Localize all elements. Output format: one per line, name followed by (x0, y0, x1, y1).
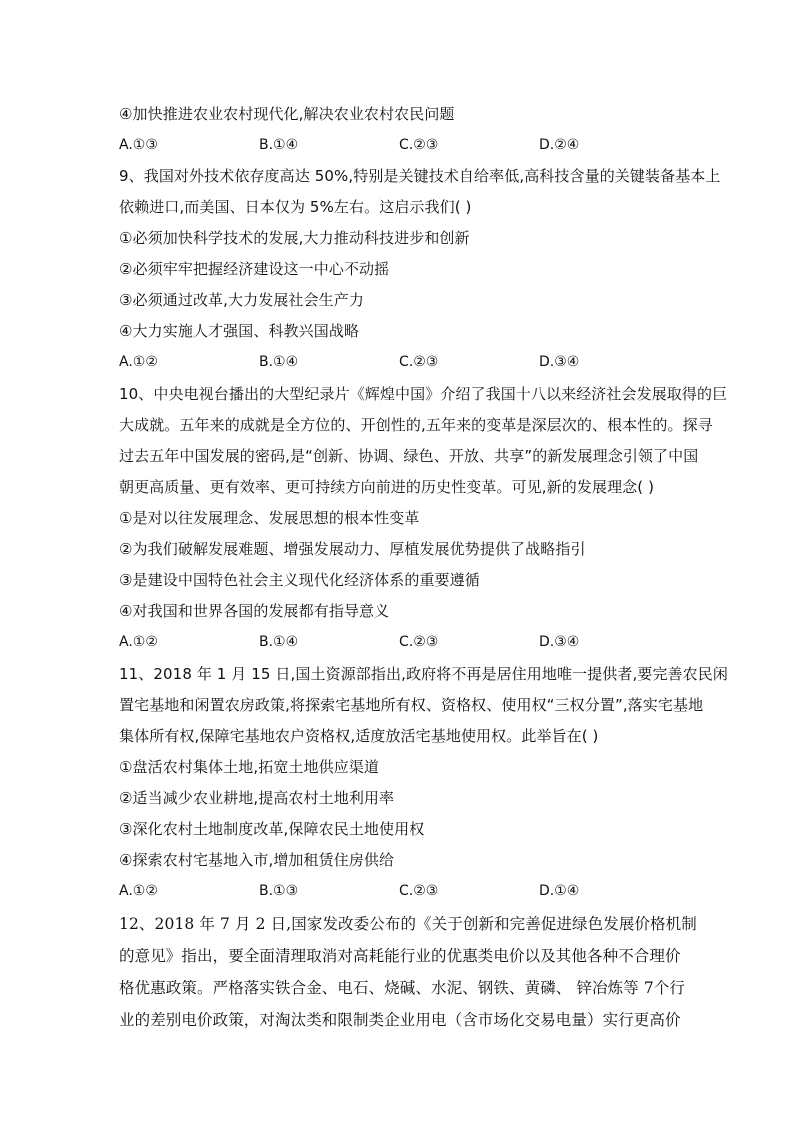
q10-item-1: ①是对以往发展理念、发展思想的根本性变革 (119, 509, 420, 527)
q8-options (119, 135, 679, 155)
q11-item-1: ①盘活农村集体土地,拓宽土地供应渠道 (119, 758, 380, 776)
q10-option-b: B.①④ (259, 634, 299, 650)
q11-stem-line-2: 置宅基地和闲置农房政策,将探索宅基地所有权、资格权、使用权“三权分置”,落实宅基地 (119, 696, 704, 714)
q11-item-2: ②适当减少农业耕地,提高农村土地利用率 (119, 789, 395, 807)
q10-options (119, 632, 679, 652)
q8-option-b: B.①④ (259, 137, 299, 153)
q10-option-c: C.②③ (399, 634, 439, 650)
q10-option-a: A.①② (119, 634, 158, 650)
q11-stem-line-3: 集体所有权,保障宅基地农户资格权,适度放活宅基地使用权。此举旨在( ) (119, 727, 599, 745)
q12-stem-line-4: 业的差别电价政策，对淘汰类和限制类企业用电（含市场化交易电量）实行更高价 (119, 1011, 681, 1029)
q10-item-2: ②为我们破解发展难题、增强发展动力、厚植发展优势提供了战略指引 (119, 540, 586, 558)
q11-item-3: ③深化农村土地制度改革,保障农民土地使用权 (119, 820, 425, 838)
q11-option-c: C.②③ (399, 883, 439, 899)
q11-stem-line-1: 11、2018 年 1 月 15 日,国土资源部指出,政府将不再是居住用地唯一提供者,要完善农民闲 (119, 665, 728, 683)
q9-option-b: B.①④ (259, 354, 299, 370)
q9-item-4: ④大力实施人才强国、科教兴国战略 (119, 322, 360, 340)
q9-option-a: A.①② (119, 354, 158, 370)
q10-stem-line-3: 过去五年中国发展的密码,是“创新、协调、绿色、开放、共享”的新发展理念引领了中国 (119, 447, 699, 465)
q9-stem-line-2: 依赖进口,而美国、日本仅为 5%左右。这启示我们( ) (119, 198, 472, 216)
q9-option-c: C.②③ (399, 354, 439, 370)
q10-item-3: ③是建设中国特色社会主义现代化经济体系的重要遵循 (119, 571, 480, 589)
q10-stem-line-1: 10、中央电视台播出的大型纪录片《辉煌中国》介绍了我国十八以来经济社会发展取得的巨 (119, 385, 728, 403)
q10-option-d: D.③④ (539, 634, 580, 650)
q9-item-2: ②必须牢牢把握经济建设这一中心不动摇 (119, 260, 390, 278)
q10-item-4: ④对我国和世界各国的发展都有指导意义 (119, 602, 390, 620)
q8-option-d: D.②④ (539, 137, 580, 153)
q11-options (119, 881, 679, 901)
q9-item-3: ③必须通过改革,大力发展社会生产力 (119, 291, 364, 309)
q10-stem-line-4: 朝更高质量、更有效率、更可持续方向前进的历史性变革。可见,新的发展理念( ) (119, 478, 655, 496)
q9-option-d: D.③④ (539, 354, 580, 370)
q9-options (119, 352, 679, 372)
q8-item-4: ④加快推进农业农村现代化,解决农业农村农民问题 (119, 105, 455, 123)
q9-stem-line-1: 9、我国对外技术依存度高达 50%,特别是关键技术自给率低,高科技含量的关键装备基本上 (119, 167, 721, 185)
q12-stem-line-1: 12、2018 年 7 月 2 日,国家发改委公布的《关于创新和完善促进绿色发展价格机制 (119, 915, 697, 933)
q11-option-d: D.①④ (539, 883, 580, 899)
q11-option-b: B.①③ (259, 883, 299, 899)
q12-stem-line-3: 格优惠政策。严格落实铁合金、电石、烧碱、水泥、钢铁、黄磷、 锌冶炼等 7个行 (119, 979, 686, 997)
q12-stem-line-2: 的意见》指出，要全面清理取消对高耗能行业的优惠类电价以及其他各种不合理价 (119, 947, 681, 965)
q11-option-a: A.①② (119, 883, 158, 899)
q11-item-4: ④探索农村宅基地入市,增加租赁住房供给 (119, 851, 395, 869)
q9-item-1: ①必须加快科学技术的发展,大力推动科技进步和创新 (119, 229, 470, 247)
q10-stem-line-2: 大成就。五年来的成就是全方位的、开创性的,五年来的变革是深层次的、根本性的。探寻 (119, 416, 713, 434)
q8-option-a: A.①③ (119, 137, 158, 153)
q8-option-c: C.②③ (399, 137, 439, 153)
